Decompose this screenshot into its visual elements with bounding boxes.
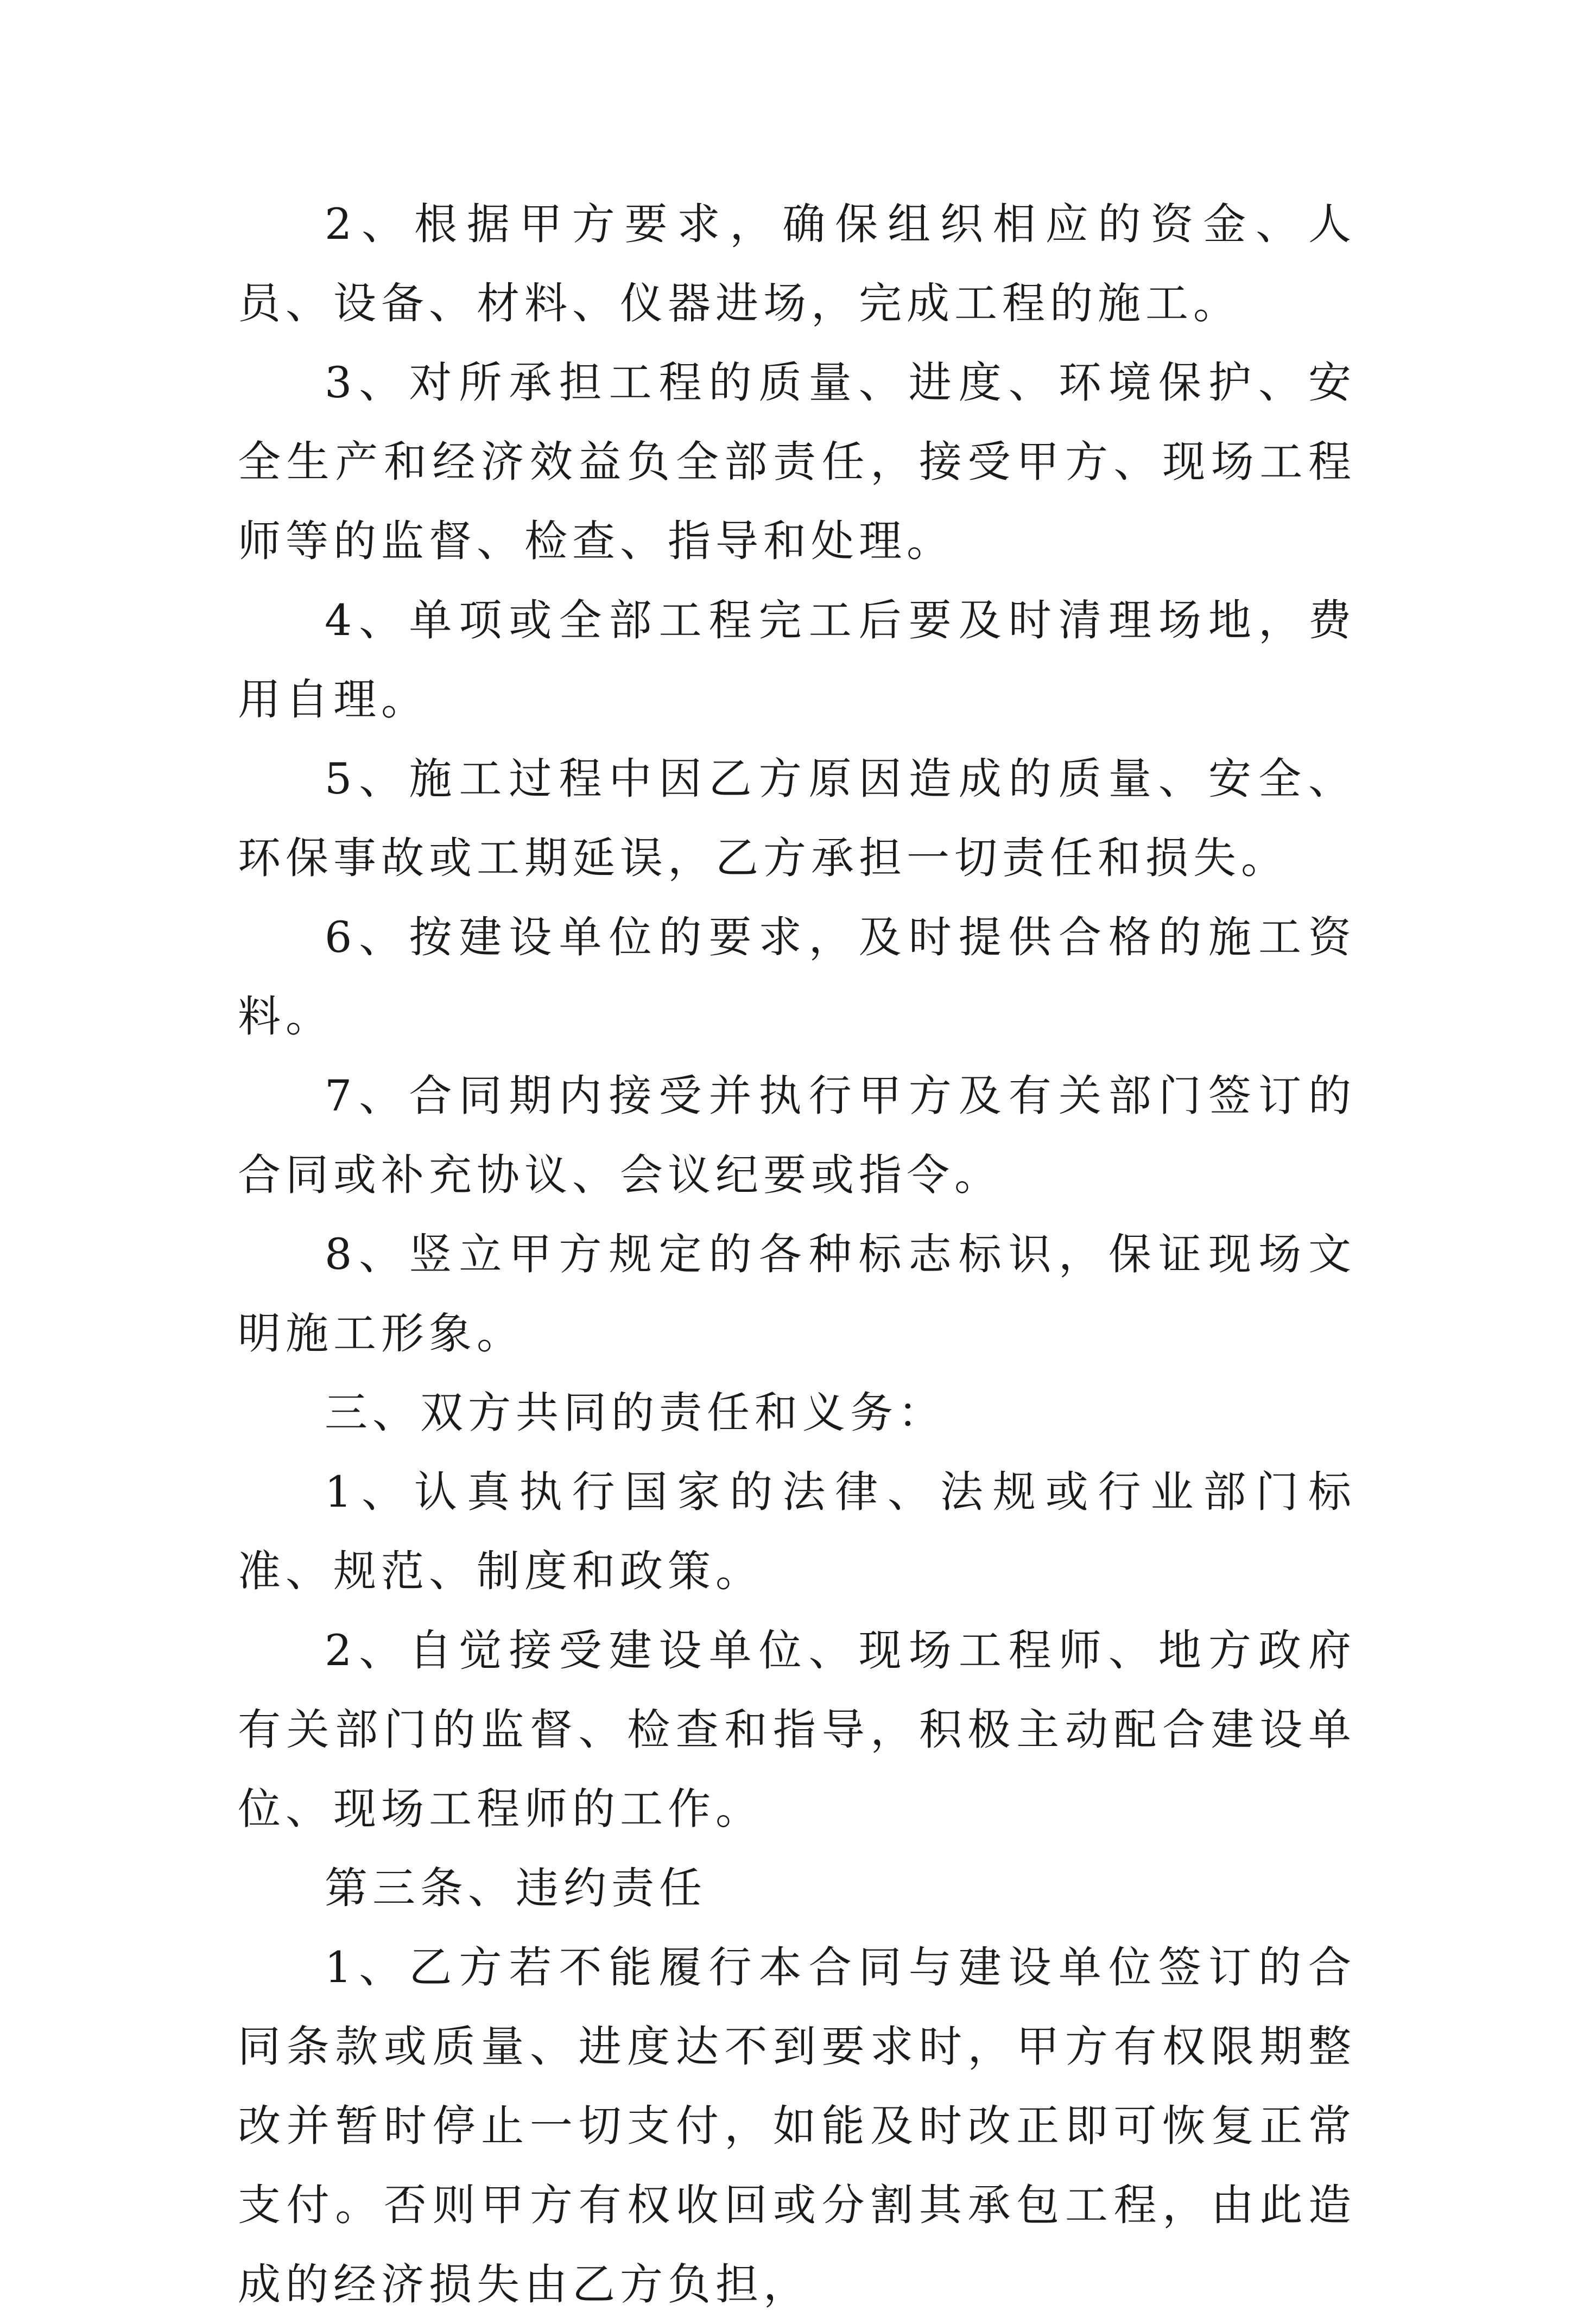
article-heading-breach-liability: 第三条、违约责任 xyxy=(325,1863,707,1913)
paragraph-party-b-duty-5: 5、施工过程中因乙方原因造成的质量、安全、环保事故或工期延误，乙方承担一切责任和损失。 xyxy=(238,754,1356,883)
paragraph-party-b-duty-7: 7、合同期内接受并执行甲方及有关部门签订的合同或补充协议、会议纪要或指令。 xyxy=(238,1071,1356,1200)
paragraph-breach-liability-1: 1、乙方若不能履行本合同与建设单位签订的合同条款或质量、进度达不到要求时，甲方有权限期整改并暂时停止一切支付，如能及时改正即可恢复正常支付。否则甲方有权收回或分割其承包工程，由此造成的经济损失由乙方负担， xyxy=(238,1942,1356,2309)
paragraph-party-b-duty-4: 4、单项或全部工程完工后要及时清理场地，费用自理。 xyxy=(238,595,1356,725)
paragraph-party-b-duty-6: 6、按建设单位的要求，及时提供合格的施工资料。 xyxy=(238,912,1356,1042)
paragraph-party-b-duty-3: 3、对所承担工程的质量、进度、环境保护、安全生产和经济效益负全部责任，接受甲方、现场工程师等的监督、检查、指导和处理。 xyxy=(238,358,1356,566)
paragraph-party-b-duty-2: 2、根据甲方要求，确保组织相应的资金、人员、设备、材料、仪器进场，完成工程的施工。 xyxy=(238,199,1356,328)
paragraph-joint-duty-2: 2、自觉接受建设单位、现场工程师、地方政府有关部门的监督、检查和指导，积极主动配合建设单位、现场工程师的工作。 xyxy=(238,1625,1356,1834)
paragraph-party-b-duty-8: 8、竖立甲方规定的各种标志标识，保证现场文明施工形象。 xyxy=(238,1229,1356,1358)
document-body xyxy=(238,185,1356,2324)
paragraph-joint-duty-1: 1、认真执行国家的法律、法规或行业部门标准、规范、制度和政策。 xyxy=(238,1467,1356,1596)
section-heading-joint-duties: 三、双方共同的责任和义务： xyxy=(325,1388,946,1438)
